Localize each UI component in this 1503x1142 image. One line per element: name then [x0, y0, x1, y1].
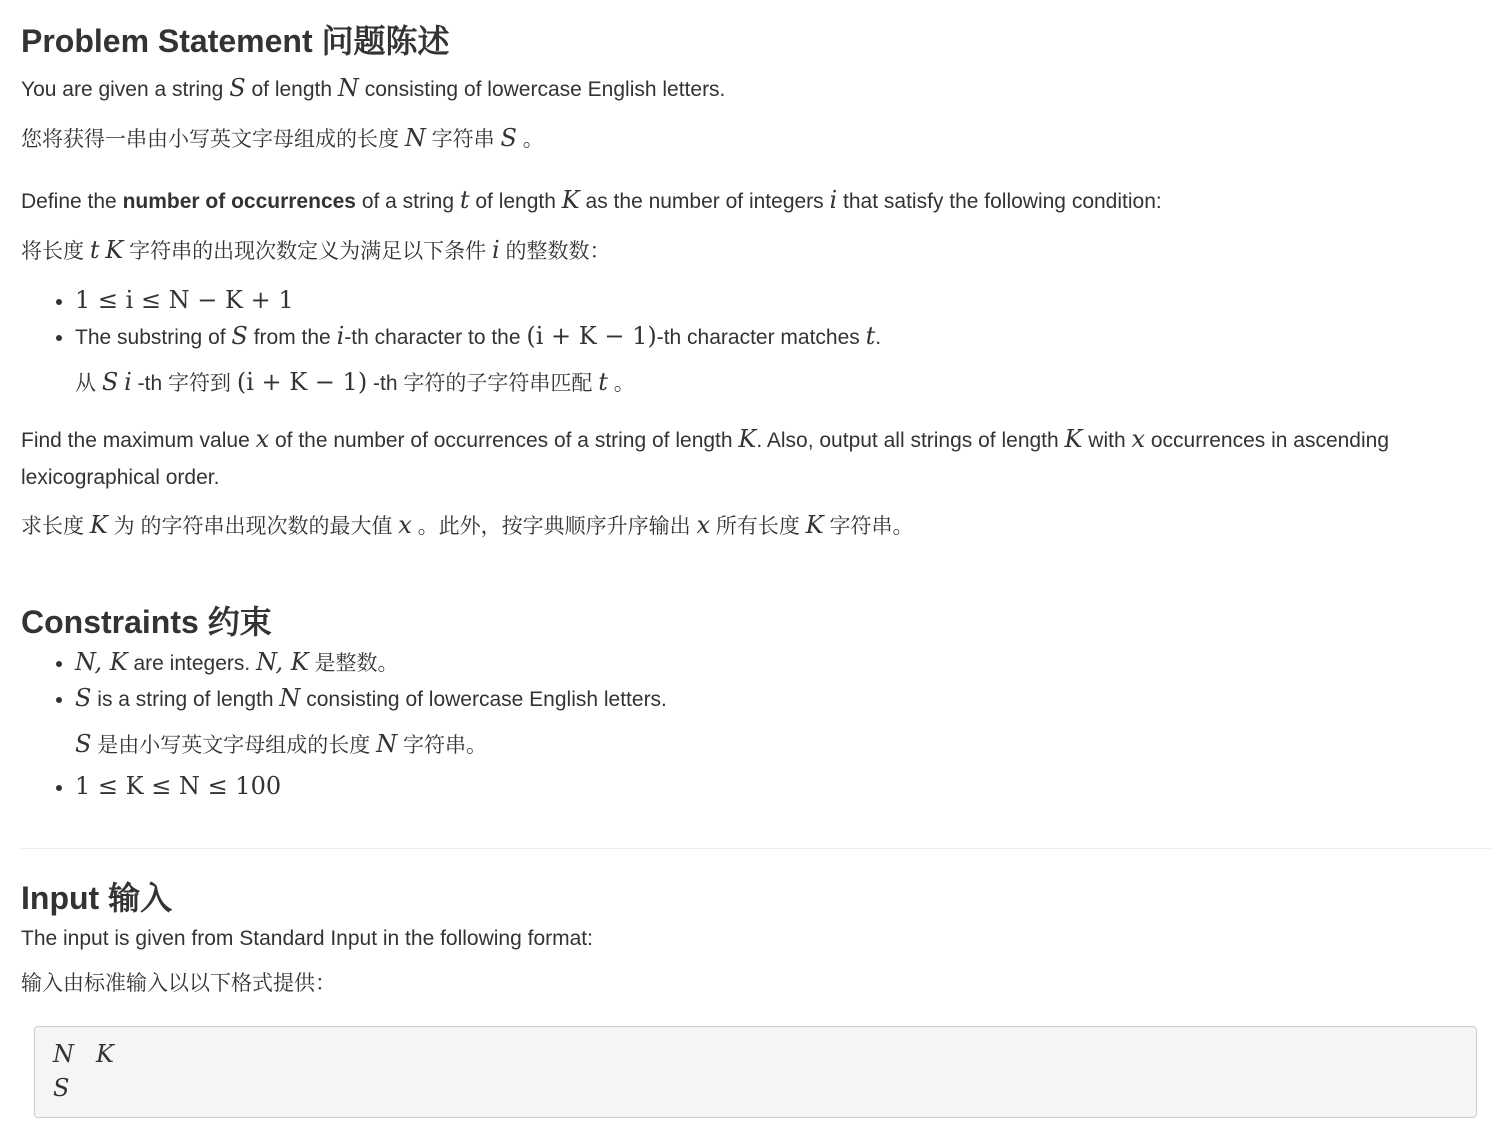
condition-range: • 1 ≤ i ≤ N − K + 1 [75, 282, 1491, 318]
condition-list [21, 282, 1491, 400]
constraint-integers: • N, K are integers. N, K 是整数。 [75, 644, 1491, 680]
input-desc-en: The input is given from Standard Input in the following format: [21, 926, 593, 950]
format-var-k: K [96, 1039, 114, 1068]
definition-zh: 将长度 t K 字符串的出现次数定义为满足以下条件 i 的整数数： [21, 236, 611, 265]
task-zh: 求长度 K 为 的字符串出现次数的最大值 x 。此外，按字典顺序升序输出 x 所有长度 K 字符串。 [21, 511, 914, 540]
constraint-range: • 1 ≤ K ≤ N ≤ 100 [75, 768, 1491, 804]
constraint-string-zh: S 是由小写英文字母组成的长度 N 字符串。 [75, 729, 487, 758]
constraint-string: • S is a string of length N consisting of lowercase English letters. S 是由小写英文字母组成的长度 N 字符串。 [75, 680, 1491, 762]
condition-substring: • The substring of S from the i-th character to the (i + K − 1)-th character matches t. 从 S i -th 字符到 (i + K − 1) -th 字符的子字符串匹配 t 。 [75, 318, 1491, 400]
bold-term: number of occurrences [122, 190, 356, 214]
input-format-block[interactable] [34, 1026, 1477, 1118]
section-divider [21, 848, 1491, 849]
problem-statement-heading: Problem Statement 问题陈述 [21, 23, 450, 59]
input-desc-zh: 输入由标准输入以以下格式提供： [21, 972, 336, 996]
format-var-n: N [53, 1039, 74, 1068]
constraints-list [21, 644, 1491, 804]
intro-en: You are given a string S of length N consisting of lowercase English letters. [21, 74, 726, 103]
definition-en: Define the number of occurrences of a string t of length K as the number of integers i that satisfy the following condition: [21, 186, 1162, 215]
input-heading: Input 输入 [21, 879, 173, 916]
condition-substring-zh: 从 S i -th 字符到 (i + K − 1) -th 字符的子字符串匹配 t 。 [75, 368, 635, 397]
format-var-s: S [53, 1074, 70, 1102]
intro-zh: 您将获得一串由小写英文字母组成的长度 N 字符串 S 。 [21, 124, 544, 153]
task-en: Find the maximum value x of the number of occurrences of a string of length K. Also, output all strings of length K with x occurrences in ascending lexicographical order. [21, 425, 1390, 490]
constraints-heading: Constraints 约束 [21, 604, 272, 641]
